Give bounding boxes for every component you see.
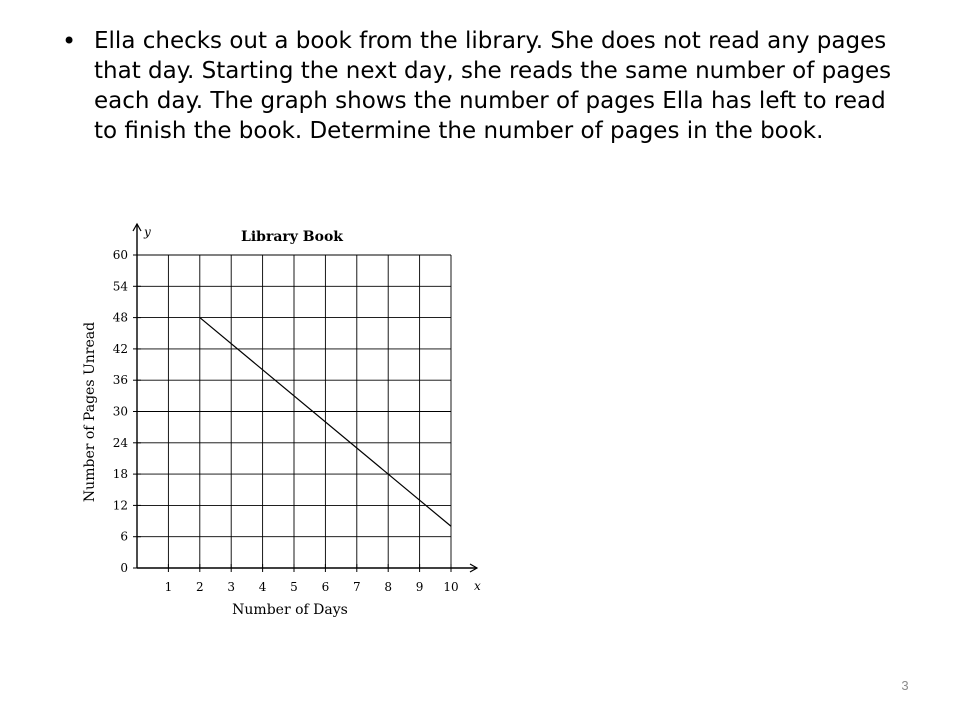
x-tick-label: 6 (321, 580, 330, 594)
bullet-marker: • (62, 27, 77, 55)
x-tick-label: 5 (290, 580, 298, 594)
x-tick-label: 9 (415, 580, 424, 594)
y-tick-label: 24 (112, 435, 128, 450)
x-axis-variable: x (474, 579, 481, 593)
y-tick-label: 6 (120, 529, 128, 544)
x-axis-title: Number of Days (232, 602, 348, 618)
x-tick-label: 8 (384, 580, 393, 594)
y-tick-label: 12 (112, 498, 128, 513)
y-tick-label: 54 (112, 279, 128, 294)
x-tick-label: 2 (195, 580, 204, 594)
question-text: Ella checks out a book from the library. She does not read any pages that day. Starting the next day, she reads the same number of pages each day. The graph shows the number of pages Ella has left to read to finish the book. Determine the number of pages in the book. (94, 28, 892, 144)
x-tick-label: 10 (443, 580, 459, 594)
y-axis-variable: y (144, 225, 151, 239)
y-tick-label: 30 (112, 404, 128, 419)
y-tick-label: 42 (112, 341, 128, 356)
chart-title: Library Book (241, 229, 343, 245)
y-tick-label: 60 (112, 248, 128, 262)
library-book-chart (70, 214, 490, 624)
y-tick-label: 36 (112, 373, 128, 388)
x-tick-label: 7 (352, 580, 361, 594)
slide-number: 3 (901, 678, 909, 693)
x-tick-label: 4 (258, 580, 267, 594)
y-tick-label: 0 (120, 561, 128, 575)
question-bullet (62, 26, 922, 146)
grid-lines (137, 255, 451, 568)
x-tick-label: 3 (227, 580, 236, 594)
y-tick-label: 18 (112, 467, 128, 482)
y-axis-title: Number of Pages Unread (82, 321, 98, 503)
x-tick-label: 1 (164, 580, 173, 594)
y-tick-label: 48 (112, 310, 128, 325)
